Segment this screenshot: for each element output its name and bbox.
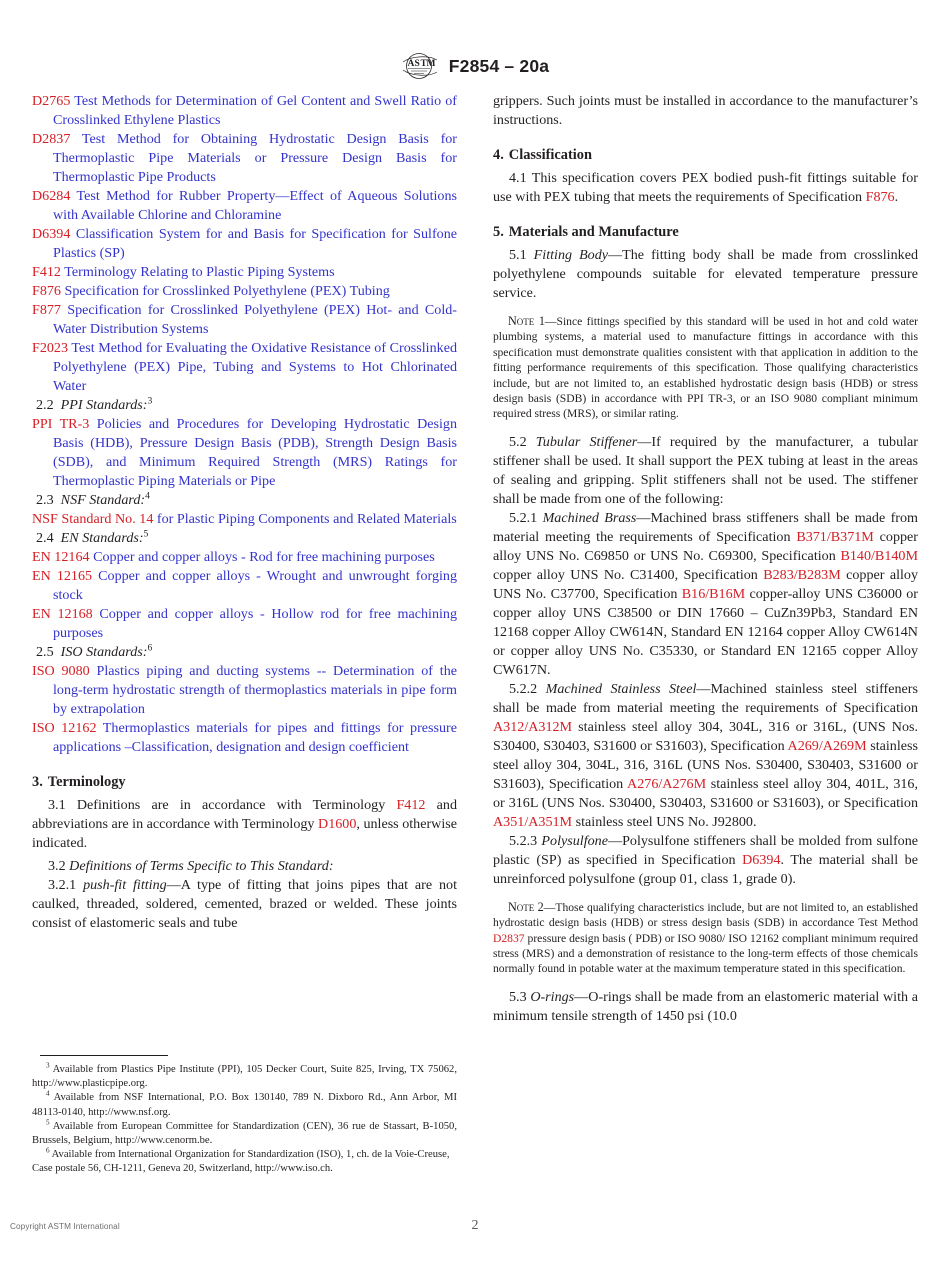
svg-text:M: M <box>426 59 436 69</box>
right-column <box>493 92 918 1026</box>
subsection-en-standards <box>32 529 457 548</box>
paragraph-text: stainless steel UNS No. J92800. <box>572 813 757 830</box>
footnote-item <box>32 1120 457 1148</box>
inline-reference[interactable]: D1600 <box>318 816 357 832</box>
paragraph-term: Tubular Stiffener <box>535 433 638 450</box>
inline-reference[interactable]: F412 <box>396 797 426 813</box>
svg-text:A: A <box>407 59 415 69</box>
paragraph-text: 4.1 This specification covers PEX bodied push-fit fittings suitable for use with PEX tubing that meets the requirements of Specification <box>493 170 918 205</box>
footnote-marker[interactable]: 6 <box>147 642 153 654</box>
footnote-item <box>32 1063 457 1091</box>
footnote-text: Available from NSF International, P.O. Box 130140, 789 N. Dixboro Rd., Ann Arbor, MI 48113-0140, http://www.nsf.org. <box>32 1092 457 1118</box>
reference-title: for Plastic Piping Components and Related Materials <box>153 511 457 527</box>
reference-entry <box>32 92 457 130</box>
reference-title: Specification for Crosslinked Polyethylene (PEX) Hot- and Cold-Water Distribution Systems <box>53 302 457 337</box>
reference-designation[interactable]: EN 12165 <box>32 568 93 584</box>
reference-title: Specification for Crosslinked Polyethylene (PEX) Tubing <box>60 283 390 299</box>
inline-reference[interactable]: B16/B16M <box>681 585 746 602</box>
paragraph-number: 5.1 <box>509 247 527 263</box>
paragraph-text: . <box>894 189 899 205</box>
inline-reference[interactable]: A276/A276M <box>627 775 707 792</box>
reference-title: Plastics piping and ducting systems -- Determination of the long-term hydrostatic strength of thermoplastics materials in pipe form by extrapolation <box>53 663 457 717</box>
reference-title: Copper and copper alloys - Rod for free machining purposes <box>89 549 435 565</box>
reference-designation[interactable]: PPI TR-3 <box>32 416 90 432</box>
section-heading-materials <box>493 223 918 242</box>
note-label: Note 2 <box>508 899 544 914</box>
paragraph-text: copper alloy UNS No. C37700, Specification <box>493 566 918 602</box>
reference-entry <box>32 662 457 719</box>
reference-entry <box>32 548 457 567</box>
paragraph-3-2-1 <box>32 876 457 933</box>
inline-reference[interactable]: B371/B371M <box>796 528 874 545</box>
paragraph-number: 5.2.2 <box>509 680 538 697</box>
paragraph-5-2-1 <box>493 509 918 680</box>
footnote-text: Available from European Committee for Standardization (CEN), 36 rue de Stassart, B-1050, Brussels, Belgium, http://www.cenorm.be. <box>32 1120 457 1147</box>
svg-text:T: T <box>420 59 427 69</box>
paragraph-text: stainless steel alloy 304, 304L, 316, 316L (UNS Nos. S30400, S30403, S31600 or S31603), Specification <box>493 737 918 792</box>
paragraph-text: , unless otherwise indicated. <box>32 816 457 851</box>
footnote-text: Available from Plastics Pipe Institute (PPI), 105 Decker Court, Suite 825, Irving, TX 75062, http://www.plasticpipe.org. <box>32 1064 457 1090</box>
paragraph-text: —If required by the manufacturer, a tubular stiffener shall be used. It shall support the PEX tubing at least in the areas of sealing and gripping. Split stiffeners shall not be used. The stiffener shall be made from one of the following: <box>493 433 918 507</box>
footnote-separator <box>40 1055 168 1056</box>
paragraph-text: stainless steel alloy 304, 304L, 316 or 316L, (UNS Nos. S30400, S30403, S31600 or S31603), Specification <box>493 718 918 754</box>
subsection-label: PPI Standards: <box>60 397 148 413</box>
paragraph-continued: grippers. Such joints must be installed in accordance to the manufacturer’s instructions. <box>493 93 918 128</box>
reference-designation[interactable]: ISO 9080 <box>32 663 90 679</box>
paragraph-term: O-rings <box>530 988 575 1005</box>
paragraph-text: —A type of fitting that joins pipes that are not caulked, threaded, soldered, cemented, brazed or welded. These joints consist of elastomeric seals and tube <box>32 877 458 931</box>
footnote-item <box>32 1148 457 1176</box>
subsection-iso-standards <box>32 643 457 662</box>
section-number: 3. <box>32 774 43 790</box>
paragraph-text: 3.1 Definitions are in accordance with Terminology <box>48 797 397 813</box>
inline-reference[interactable]: F876 <box>865 189 895 205</box>
section-label: Classification <box>508 147 592 163</box>
footnote-marker: 3 <box>46 1061 50 1070</box>
reference-designation[interactable]: D2837 <box>32 131 71 147</box>
page-header <box>0 48 950 84</box>
paragraph-3-1 <box>32 796 457 853</box>
reference-entry <box>32 719 457 757</box>
reference-title: Test Method for Obtaining Hydrostatic Design Basis for Thermoplastic Pipe Materials or Pressure Design Basis for Thermoplastic Pipe Products <box>53 131 457 185</box>
subsection-label: ISO Standards: <box>60 644 148 660</box>
reference-entry <box>32 263 457 282</box>
section-heading-terminology <box>32 773 457 792</box>
subsection-number: 2.3 <box>36 492 54 508</box>
note-text: —Those qualifying characteristics include, but are not limited to, an established hydrostatic design basis (HDB) or stress design basis (SDB) in accordance Test Method <box>493 900 918 930</box>
left-column <box>32 92 457 1026</box>
reference-title: Test Method for Evaluating the Oxidative Resistance of Crosslinked Polyethylene (PEX) Pipe, Tubing and Systems to Hot Chlorinated Water <box>53 340 457 394</box>
paragraph-4-1 <box>493 169 918 207</box>
inline-reference[interactable]: D2837 <box>493 931 525 945</box>
reference-entry <box>32 282 457 301</box>
paragraph-5-3 <box>493 988 918 1026</box>
paragraph-term: Fitting Body <box>533 247 609 263</box>
note-text: —Since fittings specified by this standard will be used in hot and cold water plumbing systems, a material used to manufacture fittings in accordance with this specification must demonstrate qualities consistent with that application in addition to the fitting performance requirements of this specification. Those qualifying characteristics include, but are not limited to, an established hydrostatic design basis (HDB) or stress design basis (SDB) in accordance with PPI TR-3, or an ISO 9080 compliant minimum required stress (MRS), or similar rating. <box>493 315 919 421</box>
footnote-marker[interactable]: 3 <box>147 395 153 407</box>
reference-entry <box>32 510 457 529</box>
reference-designation[interactable]: F2023 <box>32 340 69 356</box>
reference-entry <box>32 187 457 225</box>
footer-page-number: 2 <box>471 1218 479 1233</box>
paragraph-text: and abbreviations are in accordance with Terminology <box>32 797 457 832</box>
paragraph-text: stainless steel alloy 304, 401L, 316, or 316L (UNS Nos. S30400, S30403, S31600 or S31603), or Specification <box>493 775 919 811</box>
paragraph-text: . The material shall be unreinforced polysulfone (group 01, class 1, grade 0). <box>493 851 918 887</box>
reference-designation[interactable]: EN 12168 <box>32 606 93 622</box>
footnote-marker: 5 <box>46 1118 50 1127</box>
subsection-number: 2.5 <box>36 644 54 660</box>
paragraph-number: 5.3 <box>509 988 527 1005</box>
reference-designation[interactable]: D2765 <box>32 93 71 109</box>
inline-reference[interactable]: A351/A351M <box>493 813 573 830</box>
reference-designation[interactable]: NSF Standard No. 14 <box>32 511 154 527</box>
reference-title: Test Methods for Determination of Gel Content and Swell Ratio of Crosslinked Ethylene Plastics <box>53 93 457 128</box>
paragraph-term: Machined Stainless Steel <box>545 680 697 697</box>
inline-reference[interactable]: A269/A269M <box>787 737 867 754</box>
paragraph-5-2-3 <box>493 832 918 889</box>
note-2 <box>493 900 918 977</box>
reference-title: Policies and Procedures for Developing Hydrostatic Design Basis (HDB), Pressure Design Basis (PDB), Strength Design Basis (SDB), and Minimum Required Strength (MRS) Ratings for Thermoplastic Piping Materials or Pipe <box>53 416 457 489</box>
reference-designation[interactable]: D6284 <box>32 188 71 204</box>
section-label: Materials and Manufacture <box>508 224 679 240</box>
reference-title: Test Method for Rubber Property—Effect of Aqueous Solutions with Available Chlorine and Chloramine <box>53 188 457 223</box>
paragraph-5-2 <box>493 433 918 509</box>
note-1 <box>493 314 918 422</box>
footnote-marker: 6 <box>46 1146 50 1155</box>
paragraph-5-2-2 <box>493 680 918 832</box>
reference-title: Copper and copper alloys - Wrought and unwrought forging stock <box>53 568 458 603</box>
paragraph-number: 5.2 <box>509 433 527 450</box>
section-number: 4. <box>493 147 504 163</box>
body-columns <box>32 92 918 1026</box>
paragraph-text: copper alloy UNS No. C69850 or UNS No. C69300, Specification <box>493 528 918 564</box>
subsection-nsf-standard <box>32 491 457 510</box>
reference-designation[interactable]: EN 12164 <box>32 549 90 565</box>
note-text: pressure design basis ( PDB) or ISO 9080/ ISO 12162 compliant minimum required stress (MRS) and a demonstration of resistance to the long-term effects of those chemicals normally found in potable water at the maximum temperature stated in this specification. <box>493 931 918 976</box>
reference-entry <box>32 225 457 263</box>
footnote-text: Available from International Organization for Standardization (ISO), 1, ch. de la Voie-Creuse, Case postale 56, CH-1211, Geneva 20, Switzerland, http://www.iso.ch. <box>32 1149 450 1175</box>
reference-entry <box>32 339 457 396</box>
reference-title: Copper and copper alloys - Hollow rod for free machining purposes <box>53 606 458 641</box>
paragraph-term: Definitions of Terms Specific to This Standard: <box>69 858 334 874</box>
reference-designation[interactable]: F412 <box>32 264 61 280</box>
reference-designation[interactable]: F877 <box>32 302 61 318</box>
reference-entry <box>32 415 457 491</box>
footnote-marker: 4 <box>46 1089 50 1098</box>
paragraph-number: 3.2 <box>48 858 66 874</box>
reference-entry <box>32 130 457 187</box>
subsection-label: EN Standards: <box>60 530 144 546</box>
subsection-number: 2.2 <box>36 397 54 413</box>
inline-reference[interactable]: A312/A312M <box>493 718 573 735</box>
page-title: F2854 – 20a <box>448 55 550 76</box>
reference-designation[interactable]: F876 <box>32 283 61 299</box>
paragraph-text: —Polysulfone stiffeners shall be molded from sulfone plastic (SP) as specified in Specification <box>493 832 918 868</box>
footnote-item <box>32 1091 457 1119</box>
paragraph-text: —Machined brass stiffeners shall be made from material meeting the requirements of Specification <box>493 509 918 545</box>
paragraph-term: push-fit fitting <box>83 877 167 893</box>
paragraph-number: 5.2.3 <box>509 832 538 849</box>
astm-logo-icon <box>401 52 439 80</box>
paragraph-text: copper-alloy UNS C36000 or copper alloy UNS C38500 or DIN 17660 – CuZn39Pb3, Standard EN 12168 copper Alloy CW614N, Standard EN 12164 copper Alloy CW614N or copper alloy UNS No. C35330, or Standard EN 12165 copper Alloy CW617N. <box>493 585 918 678</box>
section-number: 5. <box>493 224 504 240</box>
paragraph-number: 3.2.1 <box>48 877 77 893</box>
paragraph-3-2 <box>32 857 457 876</box>
inline-reference[interactable]: B140/B140M <box>840 547 918 564</box>
reference-title: Classification System for and Basis for Specification for Sulfone Plastics (SP) <box>53 226 457 261</box>
note-label: Note 1 <box>508 314 545 328</box>
reference-title: Thermoplastics materials for pipes and fittings for pressure applications –Classification, designation and design coefficient <box>53 720 458 755</box>
subsection-ppi-standards <box>32 396 457 415</box>
reference-entry <box>32 567 457 605</box>
paragraph-term: Machined Brass <box>542 509 637 526</box>
inline-reference[interactable]: B283/B283M <box>763 566 841 583</box>
paragraph-text: copper alloy UNS No. C31400, Specification <box>493 566 764 583</box>
paragraph-text: —The fitting body shall be made from crosslinked polyethylene compounds suitable for elevated temperature pressure service. <box>493 247 918 301</box>
subsection-number: 2.4 <box>36 530 54 546</box>
paragraph-text: —O-rings shall be made from an elastomeric material with a minimum tensile strength of 1450 psi (10.0 <box>493 988 918 1024</box>
reference-title: Terminology Relating to Plastic Piping Systems <box>60 264 335 280</box>
section-heading-classification <box>493 146 918 165</box>
section-label: Terminology <box>47 774 126 790</box>
paragraph-text: —Machined stainless steel stiffeners shall be made from material meeting the requirements of Specification <box>493 680 918 716</box>
svg-text:S: S <box>414 59 420 69</box>
reference-designation[interactable]: D6394 <box>32 226 71 242</box>
footnotes-block <box>32 1055 457 1177</box>
inline-reference[interactable]: D6394 <box>742 851 781 868</box>
paragraph-5-1 <box>493 246 918 303</box>
subsection-label: NSF Standard: <box>60 492 146 508</box>
paragraph-number: 5.2.1 <box>509 509 538 526</box>
footnote-marker[interactable]: 4 <box>145 490 150 502</box>
reference-entry <box>32 301 457 339</box>
reference-designation[interactable]: ISO 12162 <box>32 720 97 736</box>
footnote-marker[interactable]: 5 <box>143 528 149 540</box>
footer-copyright: Copyright ASTM International <box>10 1222 120 1231</box>
paragraph-term: Polysulfone <box>541 832 608 849</box>
reference-entry <box>32 605 457 643</box>
